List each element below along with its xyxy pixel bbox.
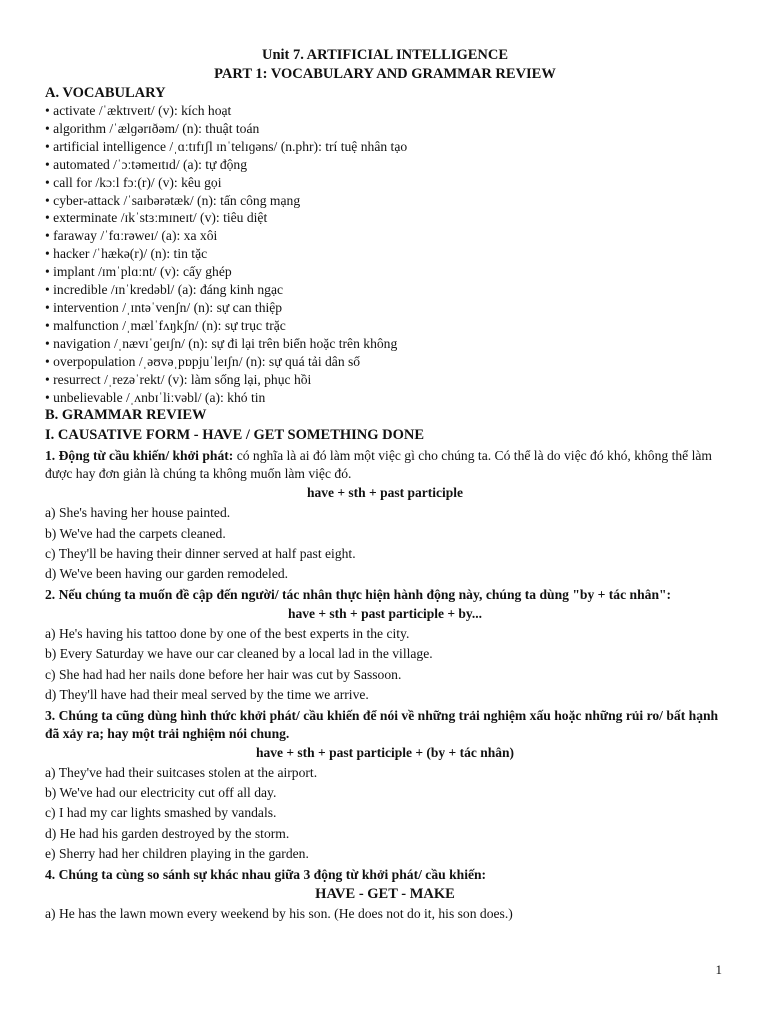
example-sentence: b) We've had the carpets cleaned. [45, 525, 226, 541]
point-1-heading: 1. Động từ cầu khiến/ khởi phát: [45, 448, 234, 464]
point-1-paragraph [45, 447, 725, 483]
vocabulary-item: • unbelievable /ˌʌnbɪˈliːvəbl/ (a): khó tin [45, 389, 266, 405]
example-sentence: b) Every Saturday we have our car cleaned by a local lad in the village. [45, 646, 433, 662]
vocabulary-item: • activate /ˈæktɪveɪt/ (v): kích hoạt [45, 103, 232, 118]
point-3-paragraph [45, 707, 725, 743]
vocabulary-item: • navigation /ˌnævɪˈɡeɪʃn/ (n): sự đi lại trên biển hoặc trên không [45, 335, 398, 351]
point-2-paragraph [45, 586, 725, 604]
vocabulary-item: • faraway /ˈfɑːrəweɪ/ (a): xa xôi [45, 228, 218, 244]
vocabulary-item: • exterminate /ɪkˈstɜːmɪneɪt/ (v): tiêu diệt [45, 210, 268, 226]
vocabulary-item: • artificial intelligence /ˌɑːtɪfɪʃl ɪnˈtelɪɡəns/ (n.phr): trí tuệ nhân tạo [45, 138, 408, 154]
example-sentence: a) He's having his tattoo done by one of the best experts in the city. [45, 626, 410, 642]
point-3-examples [45, 763, 725, 864]
document-page [45, 46, 725, 924]
point-4-paragraph [45, 866, 725, 884]
page-number: 1 [715, 962, 722, 977]
point-3-formula: have + sth + past participle + (by + tác nhân) [255, 745, 515, 761]
vocabulary-item: • automated /ˈɔːtəmeɪtɪd/ (a): tự động [45, 156, 248, 172]
example-sentence: a) They've had their suitcases stolen at the airport. [45, 765, 318, 781]
example-sentence: c) She had had her nails done before her hair was cut by Sassoon. [45, 666, 402, 682]
part-title: PART 1: VOCABULARY AND GRAMMAR REVIEW [214, 66, 556, 82]
causative-heading: I. CAUSATIVE FORM - HAVE / GET SOMETHING DONE [45, 427, 425, 444]
point-2-heading: 2. Nếu chúng ta muốn đề cập đến người/ tác nhân thực hiện hành động này, chúng ta dùng "by + tác nhân": [45, 587, 672, 603]
vocabulary-item: • incredible /ɪnˈkredəbl/ (a): đáng kinh ngạc [45, 282, 284, 298]
vocabulary-item: • cyber-attack /ˈsaɪbərətæk/ (n): tấn công mạng [45, 192, 301, 208]
example-sentence: a) She's having her house painted. [45, 505, 231, 521]
point-1-text: có nghĩa là ai đó làm một việc gì cho chúng ta. Có thể là do việc đó khó, không thể làm được hay đơn giản là chúng ta không muốn làm việc đó. [45, 448, 712, 482]
point-1-examples [45, 503, 725, 584]
example-sentence: d) He had his garden destroyed by the storm. [45, 825, 290, 841]
example-sentence: c) I had my car lights smashed by vandals. [45, 805, 277, 821]
point-4-formula: HAVE - GET - MAKE [315, 886, 455, 903]
example-sentence: c) They'll be having their dinner served at half past eight. [45, 545, 356, 561]
point-2-formula: have + sth + past participle + by... [287, 606, 483, 622]
vocabulary-item: • hacker /ˈhækə(r)/ (n): tin tặc [45, 246, 208, 262]
point-1-formula: have + sth + past participle [306, 485, 463, 501]
vocabulary-item: • malfunction /ˌmælˈfʌŋkʃn/ (n): sự trục trặc [45, 317, 286, 333]
point-4-examples [45, 904, 725, 924]
example-sentence: d) We've been having our garden remodeled. [45, 566, 289, 582]
point-4-heading: 4. Chúng ta cùng so sánh sự khác nhau giữa 3 động từ khởi phát/ cầu khiến: [45, 867, 487, 883]
vocabulary-item: • call for /kɔːl fɔː(r)/ (v): kêu gọi [45, 174, 222, 190]
vocabulary-item: • algorithm /ˈælɡərɪðəm/ (n): thuật toán [45, 120, 260, 136]
point-3-heading: 3. Chúng ta cũng dùng hình thức khởi phát/ cầu khiến để nói về những trải nghiệm xấu hoặc những rủi ro/ bất hạnh đã xảy ra; hay một trải nghiệm nói chung. [45, 708, 719, 742]
vocabulary-item: • implant /ɪmˈplɑːnt/ (v): cấy ghép [45, 264, 232, 280]
example-sentence: b) We've had our electricity cut off all day. [45, 785, 277, 801]
example-sentence: a) He has the lawn mown every weekend by his son. (He does not do it, his son does.) [45, 906, 513, 922]
point-2-examples [45, 624, 725, 705]
vocabulary-item: • intervention /ˌɪntəˈvenʃn/ (n): sự can thiệp [45, 299, 283, 315]
section-a-heading: A. VOCABULARY [45, 85, 166, 101]
example-sentence: d) They'll have had their meal served by the time we arrive. [45, 686, 369, 702]
unit-title: Unit 7. ARTIFICIAL INTELLIGENCE [261, 47, 509, 63]
section-b-heading: B. GRAMMAR REVIEW [45, 407, 207, 424]
vocabulary-item: • overpopulation /ˌəʊvəˌpɒpjuˈleɪʃn/ (n): sự quá tải dân số [45, 353, 361, 369]
vocabulary-item: • resurrect /ˌrezəˈrekt/ (v): làm sống lại, phục hồi [45, 371, 312, 387]
example-sentence: e) Sherry had her children playing in the garden. [45, 845, 309, 861]
vocabulary-list [45, 102, 725, 406]
